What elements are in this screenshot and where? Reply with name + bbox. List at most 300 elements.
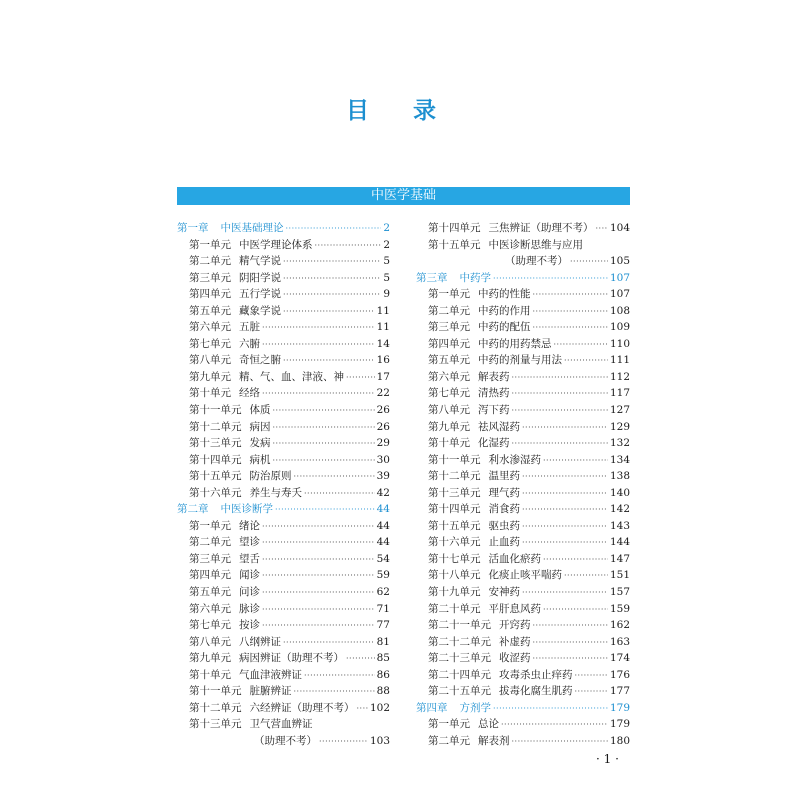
toc-entry-row[interactable] xyxy=(416,253,630,270)
toc-entry-label: 第十三单元 xyxy=(428,486,481,499)
toc-entry-row[interactable] xyxy=(177,435,390,452)
toc-entry-title: 理气药 xyxy=(488,486,520,499)
toc-entry-title: 按诊 xyxy=(239,619,260,632)
toc-entry-row[interactable] xyxy=(177,419,390,436)
toc-page-number: 85 xyxy=(376,652,390,665)
toc-entry-title: 奇恒之腑 xyxy=(239,354,281,367)
toc-page-number: 44 xyxy=(376,503,390,516)
dot-leader xyxy=(262,320,375,337)
toc-entry-row[interactable] xyxy=(177,485,390,502)
toc-entry-title: 驱虫药 xyxy=(488,519,520,532)
toc-entry-title: 解表剂 xyxy=(478,734,510,747)
dot-leader xyxy=(570,254,608,271)
toc-page-number: 54 xyxy=(376,552,390,565)
toc-entry-title: 三焦辨证（助理不考） xyxy=(488,222,594,234)
toc-entry-title: 精、气、血、津液、神 xyxy=(239,370,344,383)
toc-entry-label: 第十二单元 xyxy=(428,470,481,483)
toc-entry-row[interactable] xyxy=(177,270,390,287)
toc-entry-title: 病因辨证（助理不考） xyxy=(239,652,344,665)
dot-leader xyxy=(522,469,608,486)
dot-leader xyxy=(596,221,608,238)
toc-entry-row[interactable] xyxy=(177,601,390,618)
toc-entry-row[interactable] xyxy=(177,286,390,303)
toc-entry-row[interactable] xyxy=(416,419,630,436)
toc-page-number: 62 xyxy=(376,586,390,599)
toc-entry-row[interactable] xyxy=(416,303,630,320)
dot-leader xyxy=(512,386,608,403)
toc-page-number: 117 xyxy=(609,387,630,400)
dot-leader xyxy=(346,651,375,668)
toc-entry-title: 止血药 xyxy=(488,536,520,549)
toc-page-number: 177 xyxy=(609,685,630,698)
toc-entry-row[interactable] xyxy=(416,336,630,353)
toc-entry-row[interactable] xyxy=(416,452,630,469)
toc-page-number: 180 xyxy=(609,734,630,747)
dot-leader xyxy=(273,420,375,437)
toc-page-number: 179 xyxy=(609,701,630,714)
toc-page-number: 163 xyxy=(609,635,630,648)
toc-entry-title: 五行学说 xyxy=(239,288,281,301)
toc-page-number: 86 xyxy=(376,668,390,681)
dot-leader xyxy=(273,436,375,453)
toc-entry-title: 八纲辨证 xyxy=(239,635,281,648)
toc-entry-row[interactable] xyxy=(416,667,630,684)
toc-page-number: 112 xyxy=(609,370,630,383)
dot-leader xyxy=(522,502,608,519)
toc-entry-title: 中医学理论体系 xyxy=(239,238,313,251)
toc-entry-label: 第六单元 xyxy=(189,321,231,334)
toc-entry-label: 第一单元 xyxy=(189,519,231,532)
toc-entry-label: 第七单元 xyxy=(428,387,470,400)
dot-leader xyxy=(262,568,375,585)
dot-leader xyxy=(275,502,375,519)
toc-entry-title: 方剂学 xyxy=(459,701,491,714)
toc-entry-row[interactable] xyxy=(416,534,630,551)
toc-chapter-row[interactable] xyxy=(177,501,390,518)
toc-page-number: 132 xyxy=(609,437,630,450)
toc-entry-title: 中药的配伍 xyxy=(478,321,531,334)
toc-entry-row[interactable] xyxy=(416,468,630,485)
toc-entry-row[interactable] xyxy=(416,634,630,651)
toc-entry-row[interactable] xyxy=(177,402,390,419)
toc-entry-label: 第三单元 xyxy=(189,271,231,284)
toc-entry-label: 第三单元 xyxy=(428,321,470,334)
toc-page-number: 111 xyxy=(609,354,630,367)
toc-chapter-row[interactable] xyxy=(416,270,630,287)
toc-entry-label: 第一单元 xyxy=(428,718,470,731)
toc-entry-label: 第十一单元 xyxy=(189,404,242,417)
toc-entry-title: 中医基础理论 xyxy=(220,222,284,234)
toc-entry-title: 消食药 xyxy=(488,503,520,516)
toc-page-number: 179 xyxy=(609,718,630,731)
toc-entry-row[interactable] xyxy=(416,402,630,419)
toc-entry-row[interactable] xyxy=(177,667,390,684)
toc-entry-row[interactable] xyxy=(177,567,390,584)
toc-page-number: 176 xyxy=(609,668,630,681)
toc-entry-title: 活血化瘀药 xyxy=(488,552,541,565)
toc-page-number: 11 xyxy=(376,321,390,334)
toc-page-number: 77 xyxy=(376,619,390,632)
toc-entry-row[interactable] xyxy=(416,352,630,369)
toc-entry-label: 第五单元 xyxy=(189,304,231,317)
dot-leader xyxy=(575,668,608,685)
toc-entry-label: 第十单元 xyxy=(189,387,231,400)
toc-entry-row[interactable] xyxy=(177,336,390,353)
dot-leader xyxy=(315,238,382,255)
toc-entry-title: 平肝息风药 xyxy=(488,602,541,615)
dot-leader xyxy=(262,585,375,602)
toc-chapter-row[interactable] xyxy=(416,700,630,717)
toc-page-number: 107 xyxy=(609,271,630,284)
toc-entry-label: 第四章 xyxy=(416,701,448,714)
toc-entry-label: 第十五单元 xyxy=(189,470,242,483)
toc-page-number: 142 xyxy=(609,503,630,516)
toc-page-number: 109 xyxy=(609,321,630,334)
toc-entry-row[interactable] xyxy=(177,716,390,733)
toc-entry-row[interactable] xyxy=(177,584,390,601)
toc-entry-label: 第三章 xyxy=(416,271,448,284)
toc-page-number: 147 xyxy=(609,552,630,565)
toc-page-number: 138 xyxy=(609,470,630,483)
toc-entry-title: （助理不考） xyxy=(505,255,568,268)
toc-entry-label: 第十单元 xyxy=(428,437,470,450)
toc-entry-title: 补虚药 xyxy=(499,635,531,648)
toc-entry-title: （助理不考） xyxy=(254,734,317,747)
toc-entry-row[interactable] xyxy=(177,319,390,336)
dot-leader xyxy=(543,453,608,470)
toc-entry-row[interactable] xyxy=(177,650,390,667)
toc-chapter-row[interactable] xyxy=(177,220,390,237)
toc-entry-row[interactable] xyxy=(416,584,630,601)
toc-entry-label: 第二十二单元 xyxy=(428,635,491,648)
toc-page-number: 42 xyxy=(376,486,390,499)
toc-entry-row[interactable] xyxy=(416,716,630,733)
toc-entry-title: 祛风湿药 xyxy=(478,420,520,433)
toc-entry-title: 阴阳学说 xyxy=(239,271,281,284)
toc-entry-label: 第十八单元 xyxy=(428,569,481,582)
toc-entry-title: 化湿药 xyxy=(478,437,510,450)
toc-entry-row[interactable] xyxy=(416,435,630,452)
dot-leader xyxy=(283,353,375,370)
dot-leader xyxy=(522,585,608,602)
toc-entry-label: 第六单元 xyxy=(428,370,470,383)
toc-entry-title: 气血津液辨证 xyxy=(239,668,302,681)
toc-entry-row[interactable] xyxy=(416,485,630,502)
section-banner: 中医学基础 xyxy=(177,187,630,205)
toc-page-number: 127 xyxy=(609,404,630,417)
dot-leader xyxy=(512,734,608,751)
toc-entry-label: 第八单元 xyxy=(189,635,231,648)
toc-page-number: 44 xyxy=(376,519,390,532)
toc-entry-title: 中药的剂量与用法 xyxy=(478,354,562,367)
toc-entry-label: 第七单元 xyxy=(189,619,231,632)
toc-entry-label: 第十九单元 xyxy=(428,586,481,599)
dot-leader xyxy=(262,618,375,635)
toc-entry-label: 第二章 xyxy=(177,503,209,516)
toc-entry-label: 第十二单元 xyxy=(189,701,242,714)
toc-entry-label: 第二单元 xyxy=(189,536,231,549)
dot-leader xyxy=(262,386,375,403)
dot-leader xyxy=(262,602,375,619)
toc-entry-title: 卫气营血辨证 xyxy=(249,718,313,731)
toc-entry-title: 脉诊 xyxy=(239,602,260,615)
toc-entry-title: 六经辨证（助理不考） xyxy=(249,701,355,714)
toc-entry-title: 解表药 xyxy=(478,370,510,383)
toc-entry-title: 清热药 xyxy=(478,387,510,400)
toc-entry-label: 第十五单元 xyxy=(428,238,481,251)
toc-entry-title: 经络 xyxy=(239,387,260,400)
toc-entry-title: 中医诊断思维与应用 xyxy=(488,238,583,251)
dot-leader xyxy=(522,535,608,552)
toc-entry-label: 第七单元 xyxy=(189,337,231,350)
toc-entry-label: 第十一单元 xyxy=(428,453,481,466)
toc-entry-title: 体质 xyxy=(249,404,271,417)
toc-entry-title: 病因 xyxy=(249,420,271,433)
toc-entry-title: 泻下药 xyxy=(478,404,510,417)
toc-page-number: 5 xyxy=(383,271,390,284)
toc-entry-row[interactable] xyxy=(177,700,390,717)
toc-entry-label: 第五单元 xyxy=(428,354,470,367)
toc-entry-row[interactable] xyxy=(416,617,630,634)
toc-entry-label: 第二单元 xyxy=(189,255,231,268)
toc-page-number: 14 xyxy=(376,337,390,350)
dot-leader xyxy=(575,684,608,701)
toc-entry-row[interactable] xyxy=(177,617,390,634)
toc-page-number: 26 xyxy=(376,404,390,417)
dot-leader xyxy=(283,304,375,321)
toc-page-number: 144 xyxy=(609,536,630,549)
toc-page-number: 143 xyxy=(609,519,630,532)
toc-page-number: 71 xyxy=(376,602,390,615)
toc-entry-row[interactable] xyxy=(177,369,390,386)
toc-page-number: 107 xyxy=(609,288,630,301)
toc-page-number: 140 xyxy=(609,486,630,499)
toc-entry-label: 第十二单元 xyxy=(189,420,242,433)
toc-entry-row[interactable] xyxy=(416,319,630,336)
toc-page-number: 5 xyxy=(383,255,390,268)
toc-right-column xyxy=(416,220,630,750)
dot-leader xyxy=(273,453,375,470)
toc-entry-label: 第九单元 xyxy=(189,652,231,665)
toc-entry-row[interactable] xyxy=(177,733,390,750)
toc-entry-title: 望舌 xyxy=(239,552,260,565)
dot-leader xyxy=(304,668,375,685)
toc-page-number: 17 xyxy=(376,370,390,383)
toc-entry-title: 中医诊断学 xyxy=(220,503,273,516)
toc-entry-label: 第二十三单元 xyxy=(428,652,491,665)
toc-entry-row[interactable] xyxy=(416,237,630,254)
toc-entry-label: 第九单元 xyxy=(428,420,470,433)
toc-entry-title: 闻诊 xyxy=(239,569,260,582)
dot-leader xyxy=(533,635,608,652)
toc-entry-row[interactable] xyxy=(177,683,390,700)
toc-entry-row[interactable] xyxy=(177,518,390,535)
toc-entry-row[interactable] xyxy=(416,369,630,386)
dot-leader xyxy=(512,403,608,420)
toc-entry-label: 第十四单元 xyxy=(428,222,481,234)
dot-leader xyxy=(304,486,375,503)
toc-page-number: 129 xyxy=(609,420,630,433)
toc-entry-label: 第十三单元 xyxy=(189,437,242,450)
toc-entry-title: 精气学说 xyxy=(239,255,281,268)
toc-page-number: 105 xyxy=(609,255,630,268)
toc-entry-row[interactable] xyxy=(416,567,630,584)
toc-entry-row[interactable] xyxy=(416,683,630,700)
toc-entry-label: 第三单元 xyxy=(189,552,231,565)
toc-entry-row[interactable] xyxy=(177,634,390,651)
toc-entry-row[interactable] xyxy=(177,237,390,254)
dot-leader xyxy=(262,337,375,354)
toc-page-number: 151 xyxy=(609,569,630,582)
toc-entry-title: 攻毒杀虫止痒药 xyxy=(499,668,573,681)
toc-entry-label: 第八单元 xyxy=(428,404,470,417)
toc-page-number: 159 xyxy=(609,602,630,615)
toc-entry-row[interactable] xyxy=(416,385,630,402)
toc-entry-label: 第十六单元 xyxy=(189,486,242,499)
toc-entry-row[interactable] xyxy=(416,650,630,667)
dot-leader xyxy=(522,519,608,536)
toc-entry-title: 病机 xyxy=(249,453,271,466)
dot-leader xyxy=(283,287,381,304)
toc-entry-title: 中药的性能 xyxy=(478,288,531,301)
dot-leader xyxy=(283,635,375,652)
dot-leader xyxy=(262,552,375,569)
toc-entry-label: 第十七单元 xyxy=(428,552,481,565)
toc-entry-label: 第一单元 xyxy=(189,238,231,251)
toc-entry-row[interactable] xyxy=(177,551,390,568)
dot-leader xyxy=(357,701,368,718)
toc-entry-label: 第十单元 xyxy=(189,668,231,681)
toc-entry-title: 拔毒化腐生肌药 xyxy=(499,685,573,698)
toc-entry-label: 第二单元 xyxy=(428,304,470,317)
toc-page-number: 108 xyxy=(609,304,630,317)
toc-entry-title: 发病 xyxy=(249,437,271,450)
dot-leader xyxy=(564,353,608,370)
toc-page-number: 174 xyxy=(609,652,630,665)
toc-entry-title: 开窍药 xyxy=(499,619,531,632)
toc-entry-title: 望诊 xyxy=(239,536,260,549)
dot-leader xyxy=(262,535,375,552)
toc-entry-title: 绪论 xyxy=(239,519,260,532)
toc-entry-row[interactable] xyxy=(177,352,390,369)
dot-leader xyxy=(273,403,375,420)
toc-page-number: 30 xyxy=(376,453,390,466)
toc-entry-label: 第二单元 xyxy=(428,734,470,747)
dot-leader xyxy=(286,221,382,238)
toc-entry-title: 中药学 xyxy=(459,271,491,284)
dot-leader xyxy=(543,552,608,569)
toc-entry-label: 第一单元 xyxy=(428,288,470,301)
page-number: · 1 · xyxy=(596,752,619,766)
toc-entry-label: 第十四单元 xyxy=(428,503,481,516)
toc-entry-label: 第十五单元 xyxy=(428,519,481,532)
dot-leader xyxy=(262,519,375,536)
toc-entry-row[interactable] xyxy=(416,551,630,568)
toc-entry-title: 脏腑辨证 xyxy=(249,685,292,698)
toc-entry-label: 第一章 xyxy=(177,222,209,234)
toc-entry-label: 第四单元 xyxy=(428,337,470,350)
toc-entry-row[interactable] xyxy=(416,220,630,237)
dot-leader xyxy=(533,320,608,337)
toc-entry-title: 收涩药 xyxy=(499,652,531,665)
toc-page-number: 2 xyxy=(383,222,390,234)
toc-entry-label: 第六单元 xyxy=(189,602,231,615)
toc-page-number: 2 xyxy=(383,238,390,251)
toc-entry-row[interactable] xyxy=(416,501,630,518)
page-title: 目 录 xyxy=(345,98,454,124)
toc-entry-row[interactable] xyxy=(416,601,630,618)
toc-page-number: 102 xyxy=(369,701,390,714)
dot-leader xyxy=(294,469,375,486)
toc-entry-title: 六腑 xyxy=(239,337,260,350)
toc-entry-row[interactable] xyxy=(416,518,630,535)
toc-entry-label: 第四单元 xyxy=(189,569,231,582)
toc-entry-row[interactable] xyxy=(177,468,390,485)
dot-leader xyxy=(493,701,608,718)
toc-entry-title: 利水渗湿药 xyxy=(488,453,541,466)
toc-entry-row[interactable] xyxy=(177,303,390,320)
dot-leader xyxy=(501,717,608,734)
toc-entry-label: 第十四单元 xyxy=(189,453,242,466)
dot-leader xyxy=(533,618,608,635)
toc-entry-title: 中药的作用 xyxy=(478,304,531,317)
toc-entry-label: 第四单元 xyxy=(189,288,231,301)
toc-entry-title: 藏象学说 xyxy=(239,304,281,317)
toc-entry-row[interactable] xyxy=(177,452,390,469)
dot-leader xyxy=(493,271,608,288)
toc-page-number: 81 xyxy=(376,635,390,648)
toc-page-number: 16 xyxy=(376,354,390,367)
toc-page-number: 110 xyxy=(609,337,630,350)
toc-entry-title: 防治原则 xyxy=(249,470,292,483)
toc-page-number: 59 xyxy=(376,569,390,582)
dot-leader xyxy=(283,254,381,271)
toc-page-number: 103 xyxy=(369,734,390,747)
toc-entry-row[interactable] xyxy=(416,286,630,303)
toc-entry-title: 五脏 xyxy=(239,321,260,334)
toc-entry-label: 第二十四单元 xyxy=(428,668,491,681)
dot-leader xyxy=(346,370,375,387)
toc-entry-label: 第十六单元 xyxy=(428,536,481,549)
toc-page-number: 11 xyxy=(376,304,390,317)
toc-entry-row[interactable] xyxy=(177,534,390,551)
toc-page-number: 104 xyxy=(609,222,630,234)
toc-entry-row[interactable] xyxy=(177,253,390,270)
toc-entry-label: 第九单元 xyxy=(189,370,231,383)
toc-entry-title: 温里药 xyxy=(488,470,520,483)
toc-entry-label: 第十三单元 xyxy=(189,718,242,731)
dot-leader xyxy=(522,420,608,437)
toc-page-number: 39 xyxy=(376,470,390,483)
toc-page-number: 29 xyxy=(376,437,390,450)
toc-page-number: 134 xyxy=(609,453,630,466)
toc-page-number: 26 xyxy=(376,420,390,433)
toc-entry-title: 安神药 xyxy=(488,586,520,599)
dot-leader xyxy=(533,287,608,304)
dot-leader xyxy=(554,337,608,354)
dot-leader xyxy=(522,486,608,503)
toc-entry-label: 第二十一单元 xyxy=(428,619,491,632)
dot-leader xyxy=(512,436,608,453)
toc-entry-title: 总论 xyxy=(478,718,499,731)
toc-entry-row[interactable] xyxy=(416,733,630,750)
toc-entry-title: 问诊 xyxy=(239,586,260,599)
toc-entry-row[interactable] xyxy=(177,385,390,402)
toc-left-column xyxy=(177,220,390,750)
toc-entry-title: 化痰止咳平喘药 xyxy=(488,569,562,582)
dot-leader xyxy=(543,602,608,619)
dot-leader xyxy=(512,370,608,387)
